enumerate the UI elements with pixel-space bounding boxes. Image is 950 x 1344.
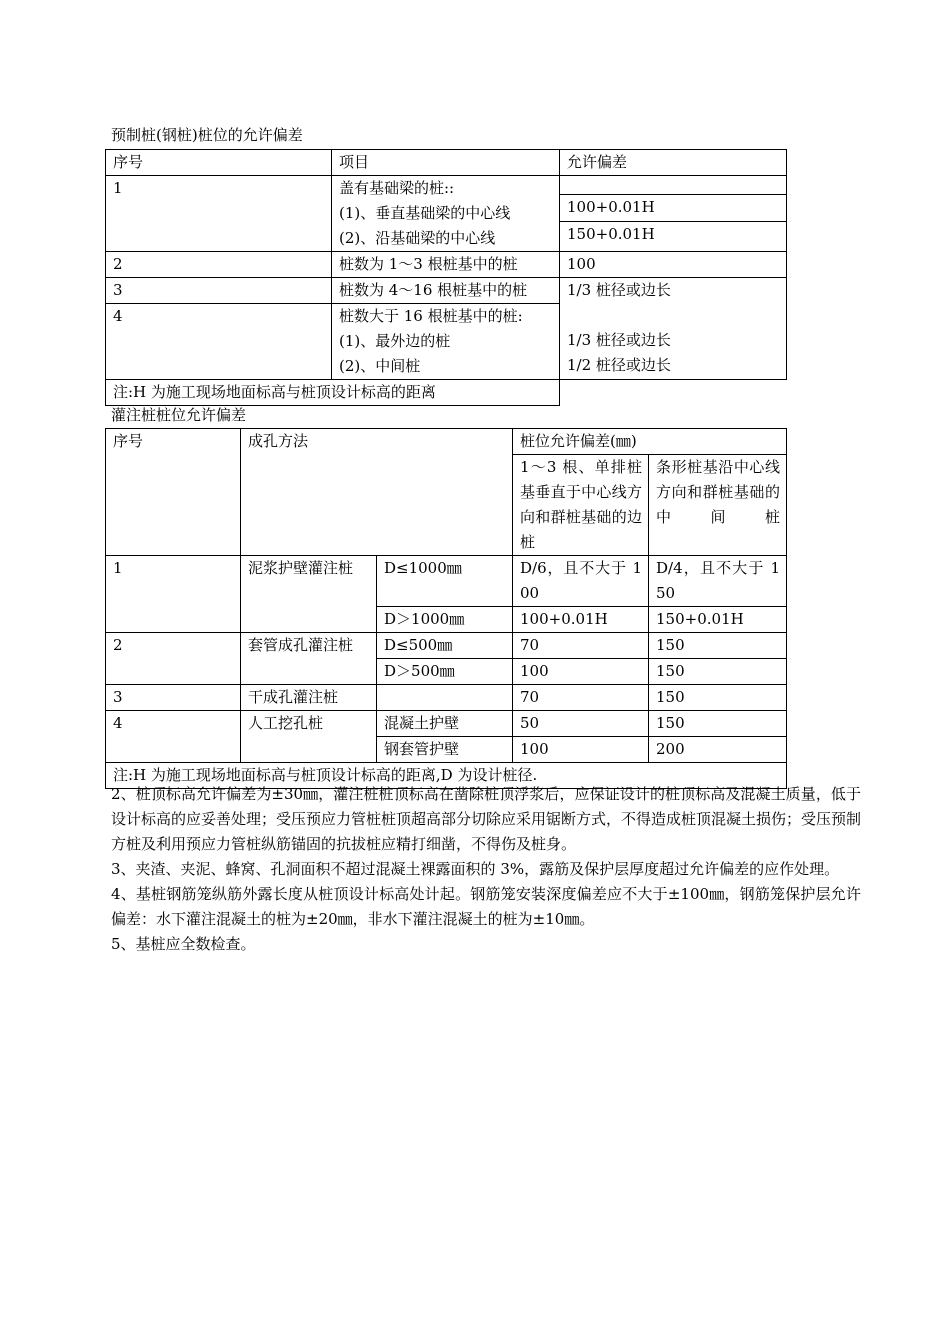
value-cell: D/6，且不大于 100: [513, 556, 649, 607]
paragraph: 5、基桩应全数检查。: [111, 935, 256, 953]
row-number: 1: [106, 556, 241, 633]
table-note: 注:H 为施工现场地面标高与桩顶设计标高的距离,D 为设计桩径.: [106, 763, 787, 789]
header-cell: 允许偏差: [560, 150, 787, 176]
item-cell: 桩数为 4～16 根桩基中的桩: [332, 278, 560, 304]
method-cell: 套管成孔灌注桩: [241, 633, 377, 685]
row-number: 4: [106, 304, 332, 380]
table-row: [106, 633, 787, 659]
table-row: [106, 556, 787, 607]
value-cell: 150: [649, 711, 787, 737]
value-cell: 100+0.01H: [513, 607, 649, 633]
header-cell: 1～3 根、单排桩基垂直于中心线方向和群桩基础的边桩: [513, 455, 649, 556]
table-header-row: [106, 429, 787, 455]
value-cell: 150: [649, 633, 787, 659]
row-number: 3: [106, 685, 241, 711]
tolerance-cell: 100+0.01H: [560, 195, 787, 221]
method-cell: 干成孔灌注桩: [241, 685, 377, 711]
condition-cell: 混凝土护壁: [377, 711, 513, 737]
tolerance-line: 1/3 桩径或边长: [567, 281, 671, 299]
value-cell: 70: [513, 633, 649, 659]
value-cell: 70: [513, 685, 649, 711]
paragraph: 4、基桩钢筋笼纵筋外露长度从桩顶设计标高处计起。钢筋笼安装深度偏差应不大于±100㎜，钢筋笼保护层允许偏差：水下灌注混凝土的桩为±20㎜，非水下灌注混凝土的桩为±10㎜。: [111, 885, 861, 928]
table-row: [106, 252, 787, 278]
method-cell: 泥浆护壁灌注桩: [241, 556, 377, 633]
item-line: (2)、沿基础梁的中心线: [339, 229, 496, 247]
header-cell: 桩位允许偏差(㎜): [513, 429, 787, 455]
value-cell: 50: [513, 711, 649, 737]
condition-cell: D＞500㎜: [377, 659, 513, 685]
item-line: (1)、垂直基础梁的中心线: [339, 204, 511, 222]
header-cell: 成孔方法: [241, 429, 513, 556]
value-cell: 100: [513, 737, 649, 763]
item-line: (1)、最外边的桩: [339, 332, 451, 350]
table1-caption: 预制桩(钢桩)桩位的允许偏差: [111, 126, 303, 144]
table-header-row: [106, 150, 787, 176]
table-note: 注:H 为施工现场地面标高与桩顶设计标高的距离: [106, 380, 560, 406]
condition-cell: D≤1000㎜: [377, 556, 513, 607]
tolerance-merged-cell: [560, 278, 787, 380]
table-row: [106, 685, 787, 711]
table-row: [106, 176, 787, 195]
table2-caption: 灌注桩桩位允许偏差: [111, 406, 247, 424]
value-cell: 150: [649, 685, 787, 711]
tolerance-cell: 100: [560, 252, 787, 278]
header-cell: 条形桩基沿中心线方向和群桩基础的中间桩: [649, 455, 787, 556]
tolerance-cell: 150+0.01H: [560, 221, 787, 251]
condition-cell: [377, 685, 513, 711]
body-paragraphs: [111, 782, 861, 957]
method-cell: 人工挖孔桩: [241, 711, 377, 763]
value-cell: D/4，且不大于 150: [649, 556, 787, 607]
paragraph: 2、桩顶标高允许偏差为±30㎜，灌注桩桩顶标高在凿除桩顶浮浆后，应保证设计的桩顶标高及混凝土质量，低于设计标高的应妥善处理；受压预应力管桩桩顶超高部分切除应采用锯断方式，不得造成桩顶混凝土损伤；受压预制方桩及利用预应力管桩纵筋锚固的抗拔桩应精打细凿，不得伤及桩身。: [111, 785, 862, 853]
tolerance-line: 1/3 桩径或边长: [567, 331, 671, 349]
condition-cell: D＞1000㎜: [377, 607, 513, 633]
value-cell: 150: [649, 659, 787, 685]
row-number: 4: [106, 711, 241, 763]
header-cell: 项目: [332, 150, 560, 176]
pile-position-table-bored: [105, 428, 787, 789]
table-row: [106, 711, 787, 737]
header-cell: 序号: [106, 150, 332, 176]
row-number: 2: [106, 633, 241, 685]
item-cell: [332, 304, 560, 380]
condition-cell: D≤500㎜: [377, 633, 513, 659]
value-cell: 100: [513, 659, 649, 685]
item-cell: [332, 176, 560, 252]
item-line: 桩数大于 16 根桩基中的桩:: [339, 307, 523, 325]
condition-cell: 钢套管护壁: [377, 737, 513, 763]
tolerance-cell: [560, 176, 787, 195]
value-cell: 150+0.01H: [649, 607, 787, 633]
item-line: 盖有基础梁的桩::: [339, 179, 455, 197]
table-row: [106, 278, 787, 304]
pile-position-table-precast: [105, 149, 787, 406]
tolerance-line: 1/2 桩径或边长: [567, 356, 671, 374]
row-number: 1: [106, 176, 332, 252]
item-cell: 桩数为 1～3 根桩基中的桩: [332, 252, 560, 278]
row-number: 3: [106, 278, 332, 304]
value-cell: 200: [649, 737, 787, 763]
paragraph: 3、夹渣、夹泥、蜂窝、孔洞面积不超过混凝土裸露面积的 3%，露筋及保护层厚度超过允许偏差的应作处理。: [111, 860, 840, 878]
item-line: (2)、中间桩: [339, 357, 421, 375]
row-number: 2: [106, 252, 332, 278]
table-note-row: [106, 380, 787, 406]
header-cell: 序号: [106, 429, 241, 556]
tolerance-line: [567, 303, 786, 328]
